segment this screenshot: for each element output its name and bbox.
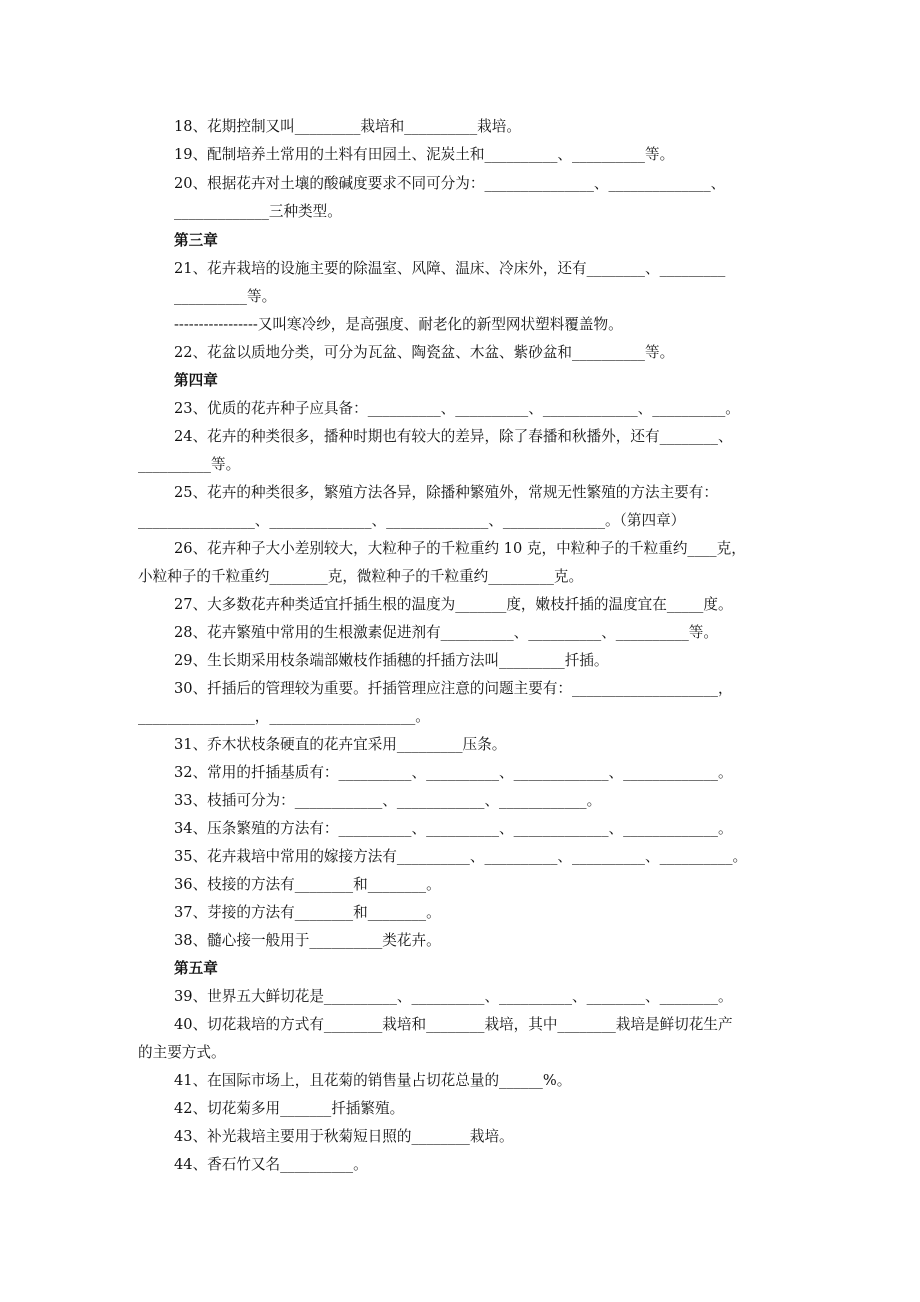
question-29: 29、生长期采用枝条端部嫩枝作插穗的扦插方法叫_________扦插。 xyxy=(174,652,609,669)
question-39: 39、世界五大鲜切花是__________、__________、__________、________、________。 xyxy=(174,988,733,1005)
question-25: 25、花卉的种类很多，繁殖方法各异，除播种繁殖外，常规无性繁殖的方法主要有： xyxy=(174,484,718,501)
question-43: 43、补光栽培主要用于秋菊短日照的________栽培。 xyxy=(174,1128,514,1145)
question-37: 37、芽接的方法有________和________。 xyxy=(174,904,441,921)
question-28: 28、花卉繁殖中常用的生根激素促进剂有__________、__________、__________等。 xyxy=(174,624,718,641)
question-40-cont: 的主要方式。 xyxy=(138,1044,226,1061)
question-31: 31、乔木状枝条硬直的花卉宜采用_________压条。 xyxy=(174,736,507,753)
chapter-3-heading: 第三章 xyxy=(174,232,218,249)
question-21-cont: __________等。 xyxy=(174,288,277,305)
question-32: 32、常用的扦插基质有：__________、__________、_____________、_____________。 xyxy=(174,764,733,781)
question-20: 20、根据花卉对土壤的酸碱度要求不同可分为：_______________、______________、 xyxy=(174,175,726,192)
question-40: 40、切花栽培的方式有________栽培和________栽培，其中________栽培是鲜切花生产 xyxy=(174,1016,733,1033)
question-34: 34、压条繁殖的方法有：__________、__________、_____________、_____________。 xyxy=(174,820,733,837)
question-42: 42、切花菊多用_______扦插繁殖。 xyxy=(174,1100,405,1117)
question-19: 19、配制培养土常用的土料有田园土、泥炭土和__________、__________等。 xyxy=(174,146,675,163)
question-33: 33、枝插可分为：____________、____________、____________。 xyxy=(174,792,602,809)
question-22: 22、花盆以质地分类，可分为瓦盆、陶瓷盆、木盆、紫砂盆和__________等。 xyxy=(174,344,675,361)
question-24: 24、花卉的种类很多，播种时期也有较大的差异，除了春播和秋播外，还有________、 xyxy=(174,428,733,445)
question-20-cont: _____________三种类型。 xyxy=(174,203,342,220)
question-30-cont: ________________，____________________。 xyxy=(138,708,430,725)
question-35: 35、花卉栽培中常用的嫁接方法有__________、__________、__________、__________。 xyxy=(174,848,748,865)
question-21: 21、花卉栽培的设施主要的除温室、风障、温床、冷床外，还有________、_________ xyxy=(174,260,726,277)
question-18: 18、花期控制又叫_________栽培和__________栽培。 xyxy=(174,118,521,135)
question-38: 38、髓心接一般用于__________类花卉。 xyxy=(174,932,441,949)
question-24-cont: __________等。 xyxy=(138,456,241,473)
chapter-5-heading: 第五章 xyxy=(174,960,218,977)
question-25-cont: ________________、______________、______________、______________。（第四章） xyxy=(138,512,686,529)
question-26-cont: 小粒种子的千粒重约________克，微粒种子的千粒重约_________克。 xyxy=(138,568,584,585)
question-26: 26、花卉种子大小差别较大，大粒种子的千粒重约 10 克，中粒种子的千粒重约____克， xyxy=(174,540,746,557)
question-27: 27、大多数花卉种类适宜扦插生根的温度为_______度，嫩枝扦插的温度宜在_____度。 xyxy=(174,596,733,613)
question-41: 41、在国际市场上，且花菊的销售量占切花总量的______%。 xyxy=(174,1072,572,1089)
question-44: 44、香石竹又名__________。 xyxy=(174,1156,368,1173)
question-23: 23、优质的花卉种子应具备：__________、__________、_____________、__________。 xyxy=(174,400,740,417)
question-30: 30、扦插后的管理较为重要。扦插管理应注意的问题主要有：____________________， xyxy=(174,680,733,697)
question-36: 36、枝接的方法有________和________。 xyxy=(174,876,441,893)
shade-net-statement: -----------------又叫寒冷纱，是高强度、耐老化的新型网状塑料覆盖物。 xyxy=(174,316,623,333)
chapter-4-heading: 第四章 xyxy=(174,372,218,389)
